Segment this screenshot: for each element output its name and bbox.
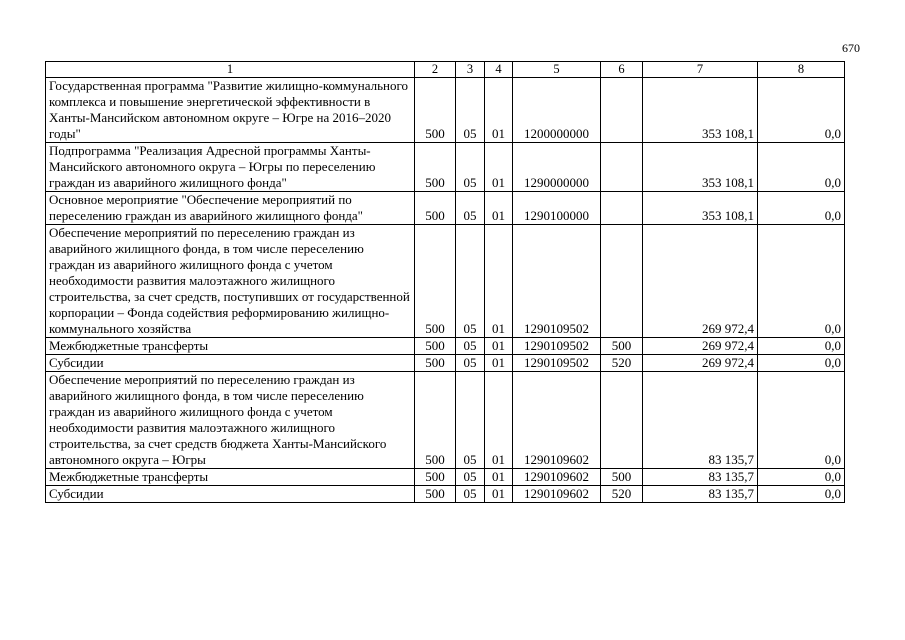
cell-col4: 01 <box>485 372 513 469</box>
cell-col5: 1290109602 <box>513 486 601 503</box>
table-row <box>46 469 845 486</box>
cell-col5: 1290109502 <box>513 355 601 372</box>
cell-col4: 01 <box>485 338 513 355</box>
cell-col3: 05 <box>456 372 485 469</box>
cell-col2: 500 <box>415 372 456 469</box>
cell-col6: 520 <box>601 355 643 372</box>
cell-col3: 05 <box>456 355 485 372</box>
cell-col2: 500 <box>415 78 456 143</box>
cell-col6 <box>601 192 643 225</box>
row-name: Государственная программа "Развитие жилищно-коммунального комплекса и повышение энергетической эффективности в Ханты-Мансийском автономном округе – Югре на 2016–2020 годы" <box>46 78 415 143</box>
column-header: 5 <box>513 62 601 78</box>
column-header: 6 <box>601 62 643 78</box>
column-header: 7 <box>643 62 758 78</box>
cell-col2: 500 <box>415 486 456 503</box>
cell-col6: 520 <box>601 486 643 503</box>
cell-col6 <box>601 143 643 192</box>
cell-col7: 353 108,1 <box>643 143 758 192</box>
cell-col2: 500 <box>415 469 456 486</box>
cell-col3: 05 <box>456 469 485 486</box>
cell-col4: 01 <box>485 78 513 143</box>
cell-col3: 05 <box>456 225 485 338</box>
cell-col8: 0,0 <box>758 78 845 143</box>
cell-col4: 01 <box>485 143 513 192</box>
cell-col7: 353 108,1 <box>643 78 758 143</box>
cell-col7: 269 972,4 <box>643 338 758 355</box>
cell-col8: 0,0 <box>758 192 845 225</box>
table-row <box>46 143 845 192</box>
cell-col7: 83 135,7 <box>643 372 758 469</box>
budget-table <box>45 61 845 503</box>
cell-col7: 83 135,7 <box>643 486 758 503</box>
header-row <box>46 62 845 78</box>
column-header: 4 <box>485 62 513 78</box>
cell-col5: 1290109602 <box>513 372 601 469</box>
table-row <box>46 225 845 338</box>
cell-col2: 500 <box>415 355 456 372</box>
cell-col3: 05 <box>456 486 485 503</box>
column-header: 2 <box>415 62 456 78</box>
cell-col5: 1200000000 <box>513 78 601 143</box>
column-header: 1 <box>46 62 415 78</box>
cell-col4: 01 <box>485 225 513 338</box>
cell-col5: 1290109502 <box>513 225 601 338</box>
cell-col6 <box>601 78 643 143</box>
cell-col2: 500 <box>415 225 456 338</box>
cell-col5: 1290109602 <box>513 469 601 486</box>
cell-col2: 500 <box>415 143 456 192</box>
table-row <box>46 486 845 503</box>
cell-col7: 83 135,7 <box>643 469 758 486</box>
cell-col4: 01 <box>485 192 513 225</box>
row-name: Межбюджетные трансферты <box>46 338 415 355</box>
cell-col3: 05 <box>456 143 485 192</box>
cell-col8: 0,0 <box>758 225 845 338</box>
cell-col5: 1290109502 <box>513 338 601 355</box>
table-row <box>46 78 845 143</box>
cell-col2: 500 <box>415 192 456 225</box>
row-name: Субсидии <box>46 486 415 503</box>
cell-col8: 0,0 <box>758 355 845 372</box>
cell-col5: 1290100000 <box>513 192 601 225</box>
cell-col6 <box>601 225 643 338</box>
cell-col7: 269 972,4 <box>643 225 758 338</box>
cell-col4: 01 <box>485 355 513 372</box>
table-row <box>46 338 845 355</box>
cell-col8: 0,0 <box>758 143 845 192</box>
cell-col8: 0,0 <box>758 338 845 355</box>
table-row <box>46 355 845 372</box>
cell-col8: 0,0 <box>758 372 845 469</box>
column-header: 3 <box>456 62 485 78</box>
cell-col3: 05 <box>456 78 485 143</box>
cell-col4: 01 <box>485 469 513 486</box>
row-name: Обеспечение мероприятий по переселению граждан из аварийного жилищного фонда, в том числе переселению граждан из аварийного жилищного фонда с учетом необходимости развития малоэтажного жилищного строительства, за счет средств, поступивших от государственной корпорации – Фонда содействия реформированию жилищно-коммунального хозяйства <box>46 225 415 338</box>
row-name: Субсидии <box>46 355 415 372</box>
cell-col8: 0,0 <box>758 486 845 503</box>
cell-col5: 1290000000 <box>513 143 601 192</box>
cell-col6: 500 <box>601 469 643 486</box>
cell-col4: 01 <box>485 486 513 503</box>
column-header: 8 <box>758 62 845 78</box>
cell-col7: 353 108,1 <box>643 192 758 225</box>
row-name: Основное мероприятие "Обеспечение мероприятий по переселению граждан из аварийного жилищного фонда" <box>46 192 415 225</box>
table-row <box>46 192 845 225</box>
page-number: 670 <box>842 41 860 55</box>
table-row <box>46 372 845 469</box>
cell-col6: 500 <box>601 338 643 355</box>
row-name: Подпрограмма "Реализация Адресной программы Ханты-Мансийского автономного округа – Югры по переселению граждан из аварийного жилищного фонда" <box>46 143 415 192</box>
cell-col7: 269 972,4 <box>643 355 758 372</box>
cell-col2: 500 <box>415 338 456 355</box>
cell-col3: 05 <box>456 192 485 225</box>
row-name: Обеспечение мероприятий по переселению граждан из аварийного жилищного фонда, в том числе переселению граждан из аварийного жилищного фонда с учетом необходимости развития малоэтажного жилищного строительства, за счет средств бюджета Ханты-Мансийского автономного округа – Югры <box>46 372 415 469</box>
row-name: Межбюджетные трансферты <box>46 469 415 486</box>
cell-col8: 0,0 <box>758 469 845 486</box>
cell-col3: 05 <box>456 338 485 355</box>
cell-col6 <box>601 372 643 469</box>
